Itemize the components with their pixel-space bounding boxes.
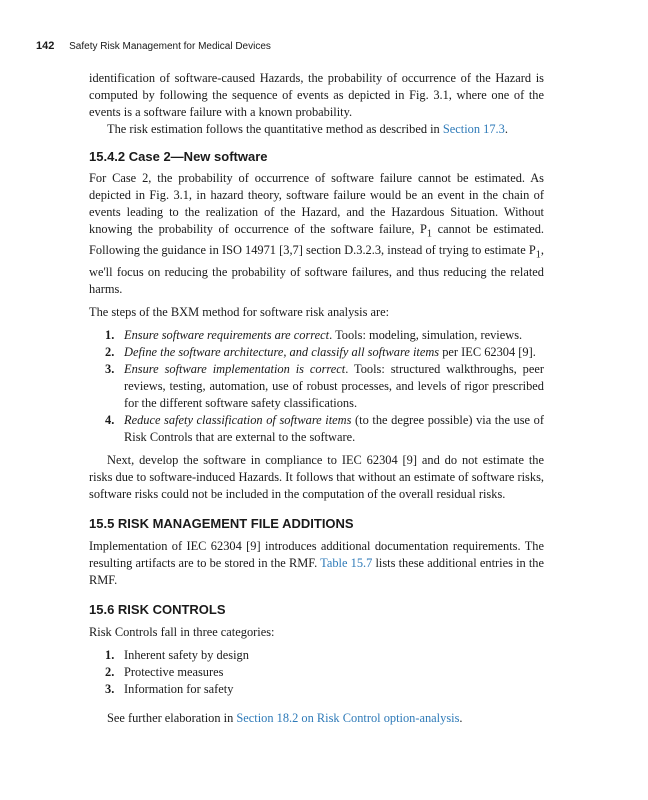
risk-control-categories-list (89, 647, 544, 698)
page-number: 142 (36, 40, 55, 52)
paragraph-case-2: For Case 2, the probability of occurrence of software failure cannot be estimated. As depicted in Fig. 3.1, in hazard theory, software failure would be an event in the chain of events leading to the realization of the Hazard, and the Hazardous Situation. Without knowing the probability of occurrence of the software failure, $P_1$ cannot be estimated. Following the guidance in ISO 14971 [3,7] section D.3.2.3, instead of trying to estimate $P_1$, we'll focus on reducing the probability of software failures, and thus reducing the related harms. (89, 171, 544, 296)
paragraph-develop: Next, develop the software in compliance to IEC 62304 [9] and do not estimate the risks due to software-induced Hazards. It follows that without an estimate of software risks, software risks could not be included in the computation of the overall residual risks. (89, 452, 544, 501)
heading-15-6: 15.6 RISK CONTROLS (89, 601, 226, 617)
paragraph-1: identification of software-caused Hazards, the probability of occurrence of the Hazard is computed by following the sequence of events as depicted in Fig. 3.1, where one of the events is a software failure with a known probability. (89, 71, 544, 119)
list-item: 3. Ensure software implementation is correct. Tools: structured walkthroughs, peer reviews, testing, automation, use of robust processes, and levels of rigor prescribed for the different software safety classifications. (105, 361, 544, 410)
heading-15-4-2: 15.4.2 Case 2—New software (89, 149, 268, 164)
bxm-steps-list (89, 327, 544, 446)
paragraph-rmf: Implementation of IEC 62304 [9] introduces additional documentation requirements. The resulting artifacts are to be stored in the RMF. Table 15.7 lists these additional entries in the RMF. (89, 538, 544, 587)
list-item: 2. Protective measures (105, 664, 224, 679)
list-item: 3. Information for safety (105, 681, 234, 696)
running-title: Safety Risk Management for Medical Devices (69, 41, 271, 52)
paragraph-risk-controls: Risk Controls fall in three categories: (89, 624, 275, 639)
paragraph-2: The risk estimation follows the quantitative method as described in Section 17.3. (107, 122, 508, 136)
list-item: 4. Reduce safety classification of software items (to the degree possible) via the use of Risk Controls that are external to the software. (105, 412, 544, 444)
section-17-3-link[interactable]: Section 17.3 (442, 122, 505, 136)
paragraph-bxm-intro: The steps of the BXM method for software risk analysis are: (89, 304, 390, 319)
list-item: 2. Define the software architecture, and classify all software items per IEC 62304 [9]. (105, 344, 536, 359)
section-18-2-link[interactable]: Section 18.2 on Risk Control option-analysis (236, 710, 460, 725)
heading-15-5: 15.5 RISK MANAGEMENT FILE ADDITIONS (89, 515, 354, 531)
list-item: 1. Ensure software requirements are correct. Tools: modeling, simulation, reviews. (105, 327, 523, 342)
page-body (89, 70, 544, 727)
running-header (36, 40, 612, 56)
table-15-7-link[interactable]: Table 15.7 (320, 555, 373, 570)
list-item: 1. Inherent safety by design (105, 647, 249, 662)
paragraph-see-further: See further elaboration in Section 18.2 on Risk Control option-analysis. (107, 710, 463, 725)
